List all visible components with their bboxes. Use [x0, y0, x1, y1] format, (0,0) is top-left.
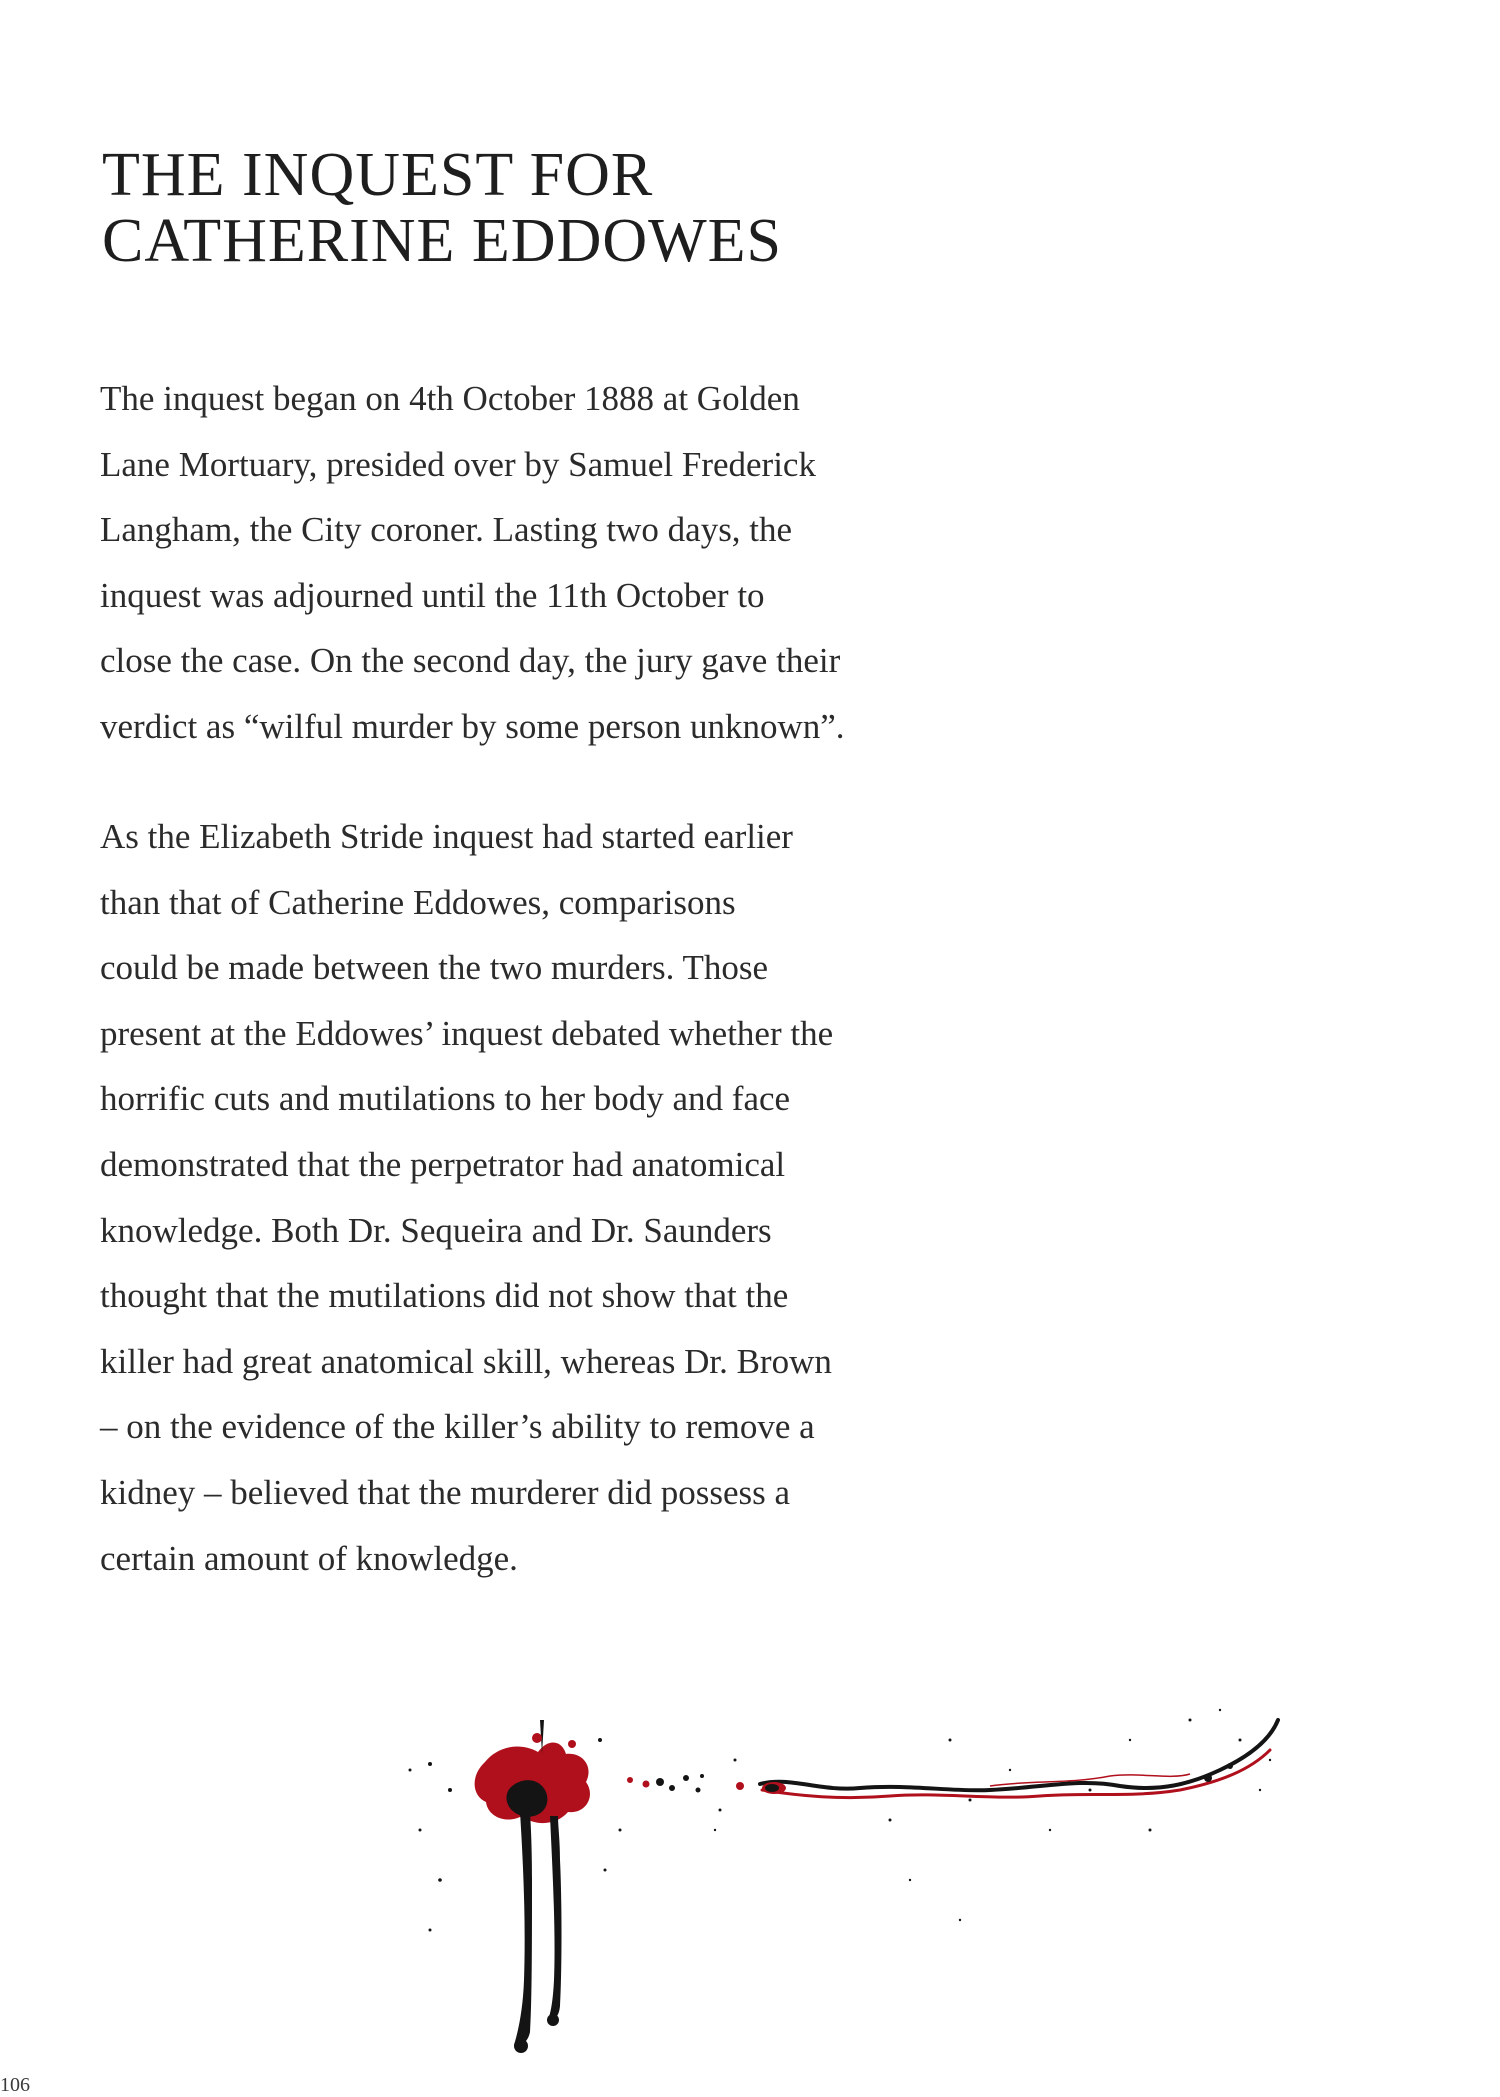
- blood-streak: [760, 1720, 1278, 1798]
- text-line: inquest was adjourned until the 11th October to: [100, 575, 765, 615]
- text-line: killer had great anatomical skill, whereas Dr. Brown: [100, 1341, 832, 1381]
- text-line: knowledge. Both Dr. Sequeira and Dr. Saunders: [100, 1210, 772, 1250]
- paragraph-1: [100, 366, 960, 760]
- page-title: [102, 142, 1002, 274]
- text-line: As the Elizabeth Stride inquest had started earlier: [100, 817, 793, 856]
- text-line: thought that the mutilations did not show that the: [100, 1276, 789, 1316]
- page-number: 106: [0, 2074, 30, 2096]
- text-line: could be made between the two murders. Those: [100, 948, 769, 988]
- text-line: certain amount of knowledge.: [100, 1538, 518, 1578]
- text-line: – on the evidence of the killer’s ability to remove a: [100, 1407, 815, 1447]
- title-line-2: CATHERINE EDDOWES: [102, 207, 782, 275]
- text-line: Langham, the City coroner. Lasting two days, the: [100, 510, 793, 550]
- text-line: horrific cuts and mutilations to her body and face: [100, 1079, 791, 1119]
- text-line: demonstrated that the perpetrator had anatomical: [100, 1144, 786, 1184]
- text-line: present at the Eddowes’ inquest debated whether the: [100, 1013, 834, 1053]
- text-line: kidney – believed that the murderer did possess a: [100, 1472, 791, 1512]
- paragraph-2: [100, 804, 960, 1591]
- text-line: The inquest began on 4th October 1888 at Golden: [100, 379, 800, 418]
- text-line: than that of Catherine Eddowes, comparisons: [100, 882, 736, 922]
- text-line: close the case. On the second day, the jury gave their: [100, 641, 841, 681]
- blood-drips: [514, 1812, 562, 2053]
- title-line-1: THE INQUEST FOR: [102, 141, 654, 209]
- text-line: verdict as “wilful murder by some person unknown”.: [100, 706, 845, 746]
- blood-blot: [475, 1720, 590, 1823]
- text-line: Lane Mortuary, presided over by Samuel Frederick: [100, 444, 816, 484]
- blood-splatter-illustration: [390, 1680, 1290, 2060]
